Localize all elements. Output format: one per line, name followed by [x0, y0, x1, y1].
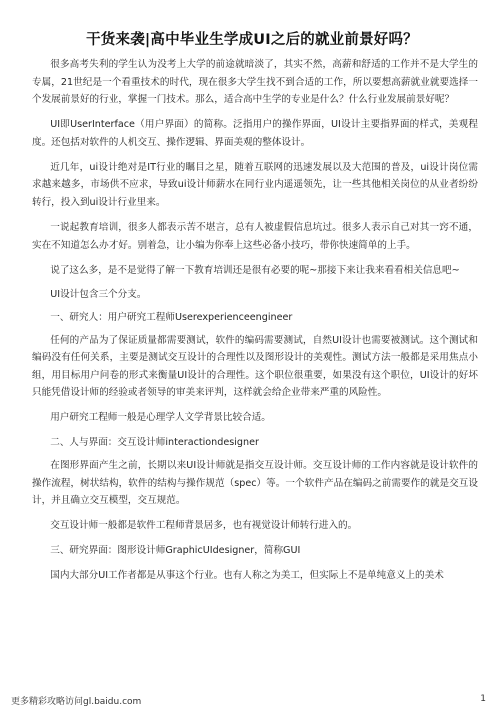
section-heading-interaction-design: 二、人与界面：交互设计师interactiondesigner: [50, 437, 259, 449]
transition-paragraph: 说了这么多，是不是觉得了解一下教育培训还是很有必要的呢~那接下来让我来看看相关信息吧~: [50, 264, 460, 276]
industry-trend-paragraph: 近几年，ui设计绝对是IT行业的瞩目之星，随着互联网的迅速发展以及大范围的普及，ui设计岗位需求越来越多，市场供不应求，导致ui设计师薪水在同行业内遥遥领先，让一些其他相关岗位的从业者纷纷转行，投入到ui设计行业里来。: [32, 161, 478, 208]
interaction-design-paragraph: 在图形界面产生之前，长期以来UI设计师就是指交互设计师。交互设计师的工作内容就是设计软件的操作流程，树状结构，软件的结构与操作规范（spec）等。一个软件产品在编码之前需要作的就是交互设计，并且确立交互模型，交互规范。: [32, 460, 478, 507]
page-footer: [0, 694, 504, 713]
training-paragraph: 一说起教育培训，很多人都表示苦不堪言，总有人被虚假信息坑过。很多人表示自己对其一窍不通，实在不知道怎么办才好。别着急，让小编为你奉上这些必备小技巧，带你快速简单的上手。: [32, 221, 478, 251]
page-title: 干货来袭|高中毕业生学成UI之后的就业前景好吗？: [86, 32, 418, 48]
section-heading-graphic-design: 三、研究界面：图形设计师GraphicUIdesigner，简称GUI: [50, 545, 301, 557]
article-body: [32, 56, 478, 585]
page-number: 1: [480, 694, 486, 704]
interaction-design-background-paragraph: 交互设计师一般都是软件工程师背景居多，也有视觉设计师转行进入的。: [50, 520, 358, 532]
section-heading-user-research: 一、研究人：用户研究工程师Userexperienceengineer: [50, 312, 293, 324]
graphic-design-paragraph: 国内大部分UI工作者都是从事这个行业。也有人称之为美工，但实际上不是单纯意义上的美术: [50, 570, 444, 582]
user-research-paragraph: 任何的产品为了保证质量都需要测试，软件的编码需要测试，自然UI设计也需要被测试。这个测试和编码没有任何关系，主要是测试交互设计的合理性以及图形设计的美观性。测试方法一般都是采用焦点小组，用目标用户问卷的形式来衡量UI设计的合理性。这个职位很重要，如果没有这个职位，UI设计的好坏只能凭借设计师的经验或者领导的审美来评判，这样就会给企业带来严重的风险性。: [32, 334, 478, 399]
footer-link[interactable]: 更多精彩攻略访问gl.baidu.com: [11, 697, 142, 707]
ui-definition-paragraph: UI即UserInterface（用户界面）的简称。泛指用户的操作界面，UI设计主要指界面的样式，美观程度。还包括对软件的人机交互、操作逻辑、界面美观的整体设计。: [32, 119, 478, 148]
user-research-background-paragraph: 用户研究工程师一般是心理学人文学背景比较合适。: [50, 412, 271, 424]
ui-branches-paragraph: UI设计包含三个分支。: [50, 289, 147, 301]
intro-paragraph: 很多高考失利的学生认为没考上大学的前途就暗淡了，其实不然，高薪和舒适的工作并不是大学生的专属，21世纪是一个看重技术的时代，现在很多大学生找不到合适的工作，所以要想高薪就业就要选择一个发展前景好的行业，掌握一门技术。那么，适合高中生学的专业是什么？什么行业发展前景好呢？: [32, 59, 478, 106]
